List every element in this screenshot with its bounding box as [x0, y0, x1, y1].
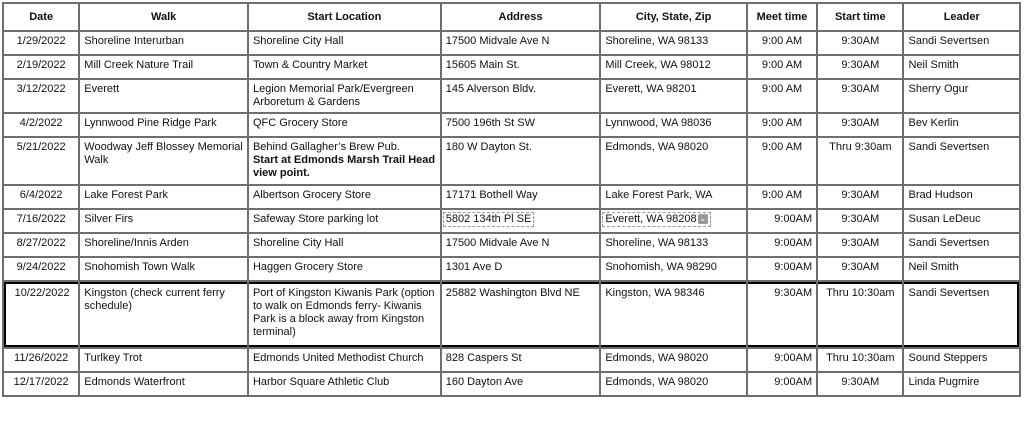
header-date: Date [4, 4, 78, 30]
table-row [4, 234, 1019, 256]
start-time-text: 9:30AM [841, 237, 880, 249]
walk-text: Lake Forest Park [84, 189, 169, 201]
walk-cell [80, 349, 247, 371]
city-state-zip-cell [601, 258, 746, 280]
start-time-text: 9:30AM [841, 189, 880, 201]
start-time-cell [818, 114, 902, 136]
leader-cell [904, 32, 1019, 54]
leader-cell [904, 349, 1019, 371]
start-time-cell [818, 373, 902, 395]
date-cell [4, 186, 78, 208]
start-location-cell [249, 282, 440, 347]
walk-text: Snohomish Town Walk [84, 261, 195, 273]
date-text: 3/12/2022 [16, 83, 66, 95]
leader-cell [904, 373, 1019, 395]
date-cell [4, 282, 78, 347]
address-cell [442, 373, 600, 395]
meet-time-cell [748, 32, 816, 54]
table-row [4, 282, 1019, 347]
walk-cell [80, 210, 247, 232]
start-location-cell [249, 373, 440, 395]
date-text: 2/19/2022 [16, 59, 66, 71]
meet-time-text: 9:00 AM [761, 189, 803, 201]
walk-cell [80, 186, 247, 208]
walk-cell [80, 258, 247, 280]
header-row [4, 4, 1019, 30]
address-text: 17500 Midvale Ave N [445, 237, 550, 249]
table-row [4, 32, 1019, 54]
address-text: 17500 Midvale Ave N [445, 35, 550, 47]
city-state-zip-text: Kingston, WA 98346 [605, 287, 705, 299]
city-state-zip-text: Snohomish, WA 98290 [605, 261, 717, 273]
walk-cell [80, 373, 247, 395]
leader-text: Sandi Severtsen [908, 141, 990, 153]
city-state-zip-text: Edmonds, WA 98020 [605, 376, 709, 388]
walk-cell [80, 138, 247, 184]
header-address: Address [442, 4, 600, 30]
date-text: 9/24/2022 [16, 261, 66, 273]
leader-cell [904, 258, 1019, 280]
start-location-cell [249, 114, 440, 136]
leader-text: Neil Smith [908, 59, 959, 71]
meet-time-cell [748, 210, 816, 232]
start-location-cell [249, 138, 440, 184]
start-time-text: 9:30AM [841, 213, 880, 225]
walk-text: Kingston (check current ferry schedule) [84, 287, 225, 312]
start-time-cell [818, 349, 902, 371]
meet-time-cell [748, 114, 816, 136]
meet-time-cell [748, 373, 816, 395]
date-text: 5/21/2022 [16, 141, 66, 153]
date-cell [4, 210, 78, 232]
start-location-text: Town & Country Market [252, 59, 368, 71]
date-cell [4, 349, 78, 371]
start-location-text: Legion Memorial Park/Evergreen Arboretum & Gardens [252, 83, 414, 108]
city-state-zip-cell [601, 114, 746, 136]
date-cell [4, 32, 78, 54]
start-location-cell [249, 80, 440, 112]
meet-time-cell [748, 186, 816, 208]
date-cell [4, 80, 78, 112]
chevron-down-icon[interactable]: ⌄ [699, 214, 706, 224]
city-field[interactable] [602, 212, 710, 227]
table-row [4, 349, 1019, 371]
start-time-cell [818, 282, 902, 347]
start-location-text: Safeway Store parking lot [252, 213, 379, 225]
start-time-cell [818, 210, 902, 232]
city-state-zip-text: Lynnwood, WA 98036 [605, 117, 712, 129]
date-text: 10/22/2022 [14, 287, 70, 299]
date-cell [4, 56, 78, 78]
start-location-cell [249, 56, 440, 78]
city-state-zip-text: Everett, WA 98201 [605, 83, 697, 95]
date-cell [4, 258, 78, 280]
walk-text: Lynnwood Pine Ridge Park [84, 117, 217, 129]
city-state-zip-cell [601, 32, 746, 54]
walk-text: Silver Firs [84, 213, 134, 225]
meet-time-cell [748, 258, 816, 280]
address-cell [442, 349, 600, 371]
address-text: 15605 Main St. [445, 59, 520, 71]
meet-time-text: 9:30AM [774, 287, 813, 299]
start-location-cell [249, 32, 440, 54]
address-cell [442, 282, 600, 347]
city-state-zip-cell [601, 373, 746, 395]
start-location-text: Haggen Grocery Store [252, 261, 364, 273]
start-time-text: 9:30AM [841, 35, 880, 47]
header-start-location: Start Location [249, 4, 440, 30]
address-cell [442, 186, 600, 208]
header-walk: Walk [80, 4, 247, 30]
date-text: 4/2/2022 [19, 117, 63, 129]
start-time-text: Thru 10:30am [826, 352, 895, 364]
leader-text: Linda Pugmire [908, 376, 980, 388]
walk-text: Turlkey Trot [84, 352, 142, 364]
start-time-cell [818, 258, 902, 280]
city-state-zip-text: Everett, WA 98208 [605, 213, 697, 225]
leader-text: Sandi Severtsen [908, 237, 990, 249]
table-row [4, 258, 1019, 280]
meet-time-text: 9:00AM [774, 213, 813, 225]
walk-text: Everett [84, 83, 120, 95]
leader-cell [904, 138, 1019, 184]
meet-time-cell [748, 138, 816, 184]
city-state-zip-text: Shoreline, WA 98133 [605, 237, 709, 249]
start-location-text: Edmonds United Methodist Church [252, 352, 424, 364]
start-time-text: Thru 9:30am [829, 141, 892, 153]
meet-time-text: 9:00 AM [761, 141, 803, 153]
start-location-cell [249, 210, 440, 232]
meet-time-cell [748, 80, 816, 112]
table-row [4, 210, 1019, 232]
start-location-text: Port of Kingston Kiwanis Park (option to walk on Edmonds ferry- Kiwanis Park is a block away from Kingston terminal) [252, 287, 435, 338]
city-state-zip-text: Mill Creek, WA 98012 [605, 59, 711, 71]
walk-text: Edmonds Waterfront [84, 376, 185, 388]
start-time-cell [818, 186, 902, 208]
header-city-state-zip: City, State, Zip [601, 4, 746, 30]
walk-text: Shoreline Interurban [84, 35, 184, 47]
address-cell [442, 80, 600, 112]
start-time-text: 9:30AM [841, 59, 880, 71]
meet-time-text: 9:00AM [774, 261, 813, 273]
city-state-zip-text: Edmonds, WA 98020 [605, 141, 709, 153]
start-time-cell [818, 32, 902, 54]
meet-time-text: 9:00 AM [761, 83, 803, 95]
leader-cell [904, 282, 1019, 347]
address-text: 5802 134th Pl SE [445, 213, 532, 225]
address-text: 180 W Dayton St. [445, 141, 532, 153]
city-state-zip-text: Shoreline, WA 98133 [605, 35, 709, 47]
table-row [4, 138, 1019, 184]
start-time-text: 9:30AM [841, 261, 880, 273]
city-state-zip-cell [601, 80, 746, 112]
walk-cell [80, 234, 247, 256]
start-location-text: QFC Grocery Store [252, 117, 348, 129]
leader-text: Neil Smith [908, 261, 959, 273]
address-text: 25882 Washington Blvd NE [445, 287, 580, 299]
table-row [4, 373, 1019, 395]
date-text: 7/16/2022 [16, 213, 66, 225]
city-state-zip-cell [601, 282, 746, 347]
meet-time-text: 9:00AM [774, 237, 813, 249]
city-state-zip-cell [601, 186, 746, 208]
address-cell[interactable] [442, 210, 600, 232]
leader-cell [904, 114, 1019, 136]
meet-time-text: 9:00AM [774, 376, 813, 388]
leader-text: Sandi Severtsen [908, 287, 990, 299]
address-text: 7500 196th St SW [445, 117, 535, 129]
walk-text: Mill Creek Nature Trail [84, 59, 194, 71]
header-meet-time: Meet time [748, 4, 816, 30]
leader-text: Susan LeDeuc [908, 213, 981, 225]
meet-time-text: 9:00 AM [761, 117, 803, 129]
start-time-text: Thru 10:30am [826, 287, 895, 299]
walk-cell [80, 80, 247, 112]
table-row [4, 186, 1019, 208]
leader-text: Sound Steppers [908, 352, 988, 364]
address-field[interactable] [443, 212, 535, 227]
date-text: 11/26/2022 [14, 352, 69, 364]
meet-time-cell [748, 56, 816, 78]
start-time-text: 9:30AM [841, 376, 880, 388]
address-text: 17171 Bothell Way [445, 189, 538, 201]
address-text: 1301 Ave D [445, 261, 503, 273]
meet-time-text: 9:00 AM [761, 35, 803, 47]
city-state-zip-cell [601, 138, 746, 184]
start-time-cell [818, 234, 902, 256]
table-row [4, 56, 1019, 78]
start-location-cell [249, 349, 440, 371]
date-cell [4, 234, 78, 256]
start-location-text: Behind Gallagher’s Brew Pub. [252, 141, 400, 153]
leader-cell [904, 80, 1019, 112]
walk-text: Woodway Jeff Blossey Memorial Walk [84, 141, 243, 166]
walk-cell [80, 114, 247, 136]
date-text: 6/4/2022 [19, 189, 63, 201]
start-location-text: Harbor Square Athletic Club [252, 376, 390, 388]
start-location-text: Shoreline City Hall [252, 237, 344, 249]
walk-schedule-table [2, 2, 1021, 397]
walk-text: Shoreline/Innis Arden [84, 237, 189, 249]
meet-time-cell [748, 282, 816, 347]
start-location-cell [249, 234, 440, 256]
start-location-text: Albertson Grocery Store [252, 189, 371, 201]
address-cell [442, 138, 600, 184]
address-cell [442, 114, 600, 136]
date-cell [4, 114, 78, 136]
start-location-note: Start at Edmonds Marsh Trail Head view point. [252, 154, 436, 179]
start-time-text: 9:30AM [841, 83, 880, 95]
leader-cell [904, 186, 1019, 208]
table-row [4, 80, 1019, 112]
meet-time-text: 9:00AM [774, 352, 813, 364]
walk-cell [80, 32, 247, 54]
leader-text: Brad Hudson [908, 189, 973, 201]
city-state-zip-text: Edmonds, WA 98020 [605, 352, 709, 364]
table-row [4, 114, 1019, 136]
meet-time-cell [748, 349, 816, 371]
leader-cell [904, 210, 1019, 232]
leader-text: Bev Kerlin [908, 117, 959, 129]
meet-time-cell [748, 234, 816, 256]
header-leader: Leader [904, 4, 1019, 30]
leader-cell [904, 234, 1019, 256]
date-cell [4, 138, 78, 184]
start-location-cell [249, 258, 440, 280]
start-time-cell [818, 80, 902, 112]
city-state-zip-text: Lake Forest Park, WA [605, 189, 713, 201]
start-time-cell [818, 138, 902, 184]
start-time-text: 9:30AM [841, 117, 880, 129]
walk-cell [80, 56, 247, 78]
leader-cell [904, 56, 1019, 78]
walk-cell [80, 282, 247, 347]
leader-text: Sherry Ogur [908, 83, 969, 95]
address-text: 145 Alverson Bldv. [445, 83, 536, 95]
address-cell [442, 258, 600, 280]
address-text: 160 Dayton Ave [445, 376, 524, 388]
leader-text: Sandi Severtsen [908, 35, 990, 47]
start-location-cell [249, 186, 440, 208]
city-state-zip-cell [601, 56, 746, 78]
header-start-time: Start time [818, 4, 902, 30]
start-location-text: Shoreline City Hall [252, 35, 344, 47]
date-text: 1/29/2022 [16, 35, 66, 47]
address-cell [442, 234, 600, 256]
address-text: 828 Caspers St [445, 352, 522, 364]
date-cell [4, 373, 78, 395]
start-time-cell [818, 56, 902, 78]
address-cell [442, 56, 600, 78]
meet-time-text: 9:00 AM [761, 59, 803, 71]
city-state-zip-cell [601, 349, 746, 371]
city-state-zip-cell[interactable] [601, 210, 746, 232]
address-cell [442, 32, 600, 54]
city-state-zip-cell [601, 234, 746, 256]
date-text: 8/27/2022 [16, 237, 66, 249]
date-text: 12/17/2022 [13, 376, 69, 388]
